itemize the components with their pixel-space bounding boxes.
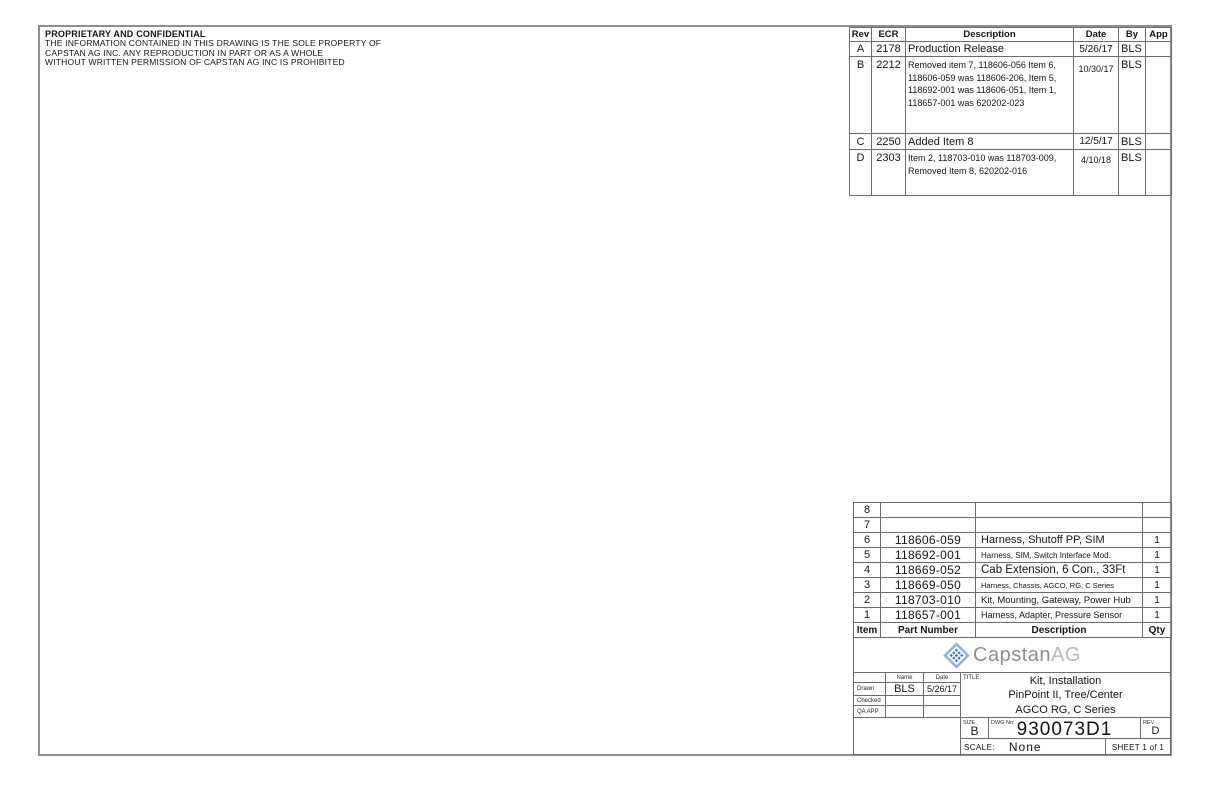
date-cell: 12/5/17 xyxy=(1074,134,1119,150)
revision-row-a xyxy=(850,42,1172,57)
qa-date-value xyxy=(924,706,961,718)
bom-part-number-header: Part Number xyxy=(881,623,976,638)
revision-row-c xyxy=(850,134,1172,150)
qa-app-label: QA APP xyxy=(854,706,886,718)
date-column-header: Date xyxy=(924,673,961,683)
app-cell xyxy=(1146,42,1172,57)
date-cell: 10/30/17 xyxy=(1074,57,1119,134)
checked-date-value xyxy=(924,696,961,706)
bom-item-cell: 3 xyxy=(854,578,881,593)
bom-description-cell: Harness, SIM, Switch Interface Mod. xyxy=(976,548,1143,563)
dwg-number-value: 930073D1 xyxy=(1016,719,1113,740)
by-cell: BLS xyxy=(1119,42,1146,57)
checked-label: Checked xyxy=(854,696,886,706)
bom-item-cell: 5 xyxy=(854,548,881,563)
revision-row-d xyxy=(850,150,1172,196)
bom-description-cell: Harness, Adapter, Pressure Sensor xyxy=(976,608,1143,623)
bom-row-4 xyxy=(854,563,1172,578)
proprietary-line-1: THE INFORMATION CONTAINED IN THIS DRAWING IS THE SOLE PROPERTY OF xyxy=(45,38,382,48)
scale-label: SCALE: xyxy=(964,742,995,752)
bom-qty-cell: 1 xyxy=(1143,548,1172,563)
bom-part-number-cell xyxy=(881,503,976,518)
bom-description-cell: Harness, Shutoff PP, SIM xyxy=(976,533,1143,548)
title-block-empty-cell xyxy=(854,718,961,756)
rev-value: D xyxy=(1151,725,1160,737)
bom-qty-cell: 1 xyxy=(1143,593,1172,608)
bom-row-7 xyxy=(854,518,1172,533)
bom-part-number-cell: 118692-001 xyxy=(881,548,976,563)
title-cell xyxy=(961,673,1170,718)
bom-row-1 xyxy=(854,608,1172,623)
bom-row-8 xyxy=(854,503,1172,518)
description-cell: Removed item 7, 118606-056 Item 6, 118606-059 was 118606-206, Item 5, 118692-001 was 118606-051, Item 1, 118657-001 was 620202-023 xyxy=(906,57,1074,134)
bom-table xyxy=(853,502,1172,638)
bom-header-row xyxy=(854,623,1172,638)
app-cell xyxy=(1146,134,1172,150)
size-label: SIZE xyxy=(963,720,976,726)
rev-label: REV xyxy=(1143,720,1155,726)
bom-row-5 xyxy=(854,548,1172,563)
bom-item-header: Item xyxy=(854,623,881,638)
qa-name-value xyxy=(886,706,924,718)
bom-qty-header: Qty xyxy=(1143,623,1172,638)
rev-cell: A xyxy=(850,42,872,57)
bom-row-6 xyxy=(854,533,1172,548)
bom-description-cell: Kit, Mounting, Gateway, Power Hub xyxy=(976,593,1143,608)
description-cell: Item 2, 118703-010 was 118703-009, Removed Item 8, 620202-016 xyxy=(906,150,1074,196)
rev-cell: D xyxy=(850,150,872,196)
bom-qty-cell: 1 xyxy=(1143,578,1172,593)
bom-description-cell xyxy=(976,503,1143,518)
by-cell: BLS xyxy=(1119,150,1146,196)
drawn-name-value: BLS xyxy=(886,683,924,696)
name-column-header: Name xyxy=(886,673,924,683)
bom-qty-cell xyxy=(1143,518,1172,533)
bom-description-header: Description xyxy=(976,623,1143,638)
title-label: TITLE: xyxy=(963,675,982,681)
rev-cell: C xyxy=(850,134,872,150)
date-col-header: Date xyxy=(1074,28,1119,42)
capstan-diamond-icon xyxy=(943,642,970,669)
rev-col-header: Rev xyxy=(850,28,872,42)
description-cell: Added Item 8 xyxy=(906,134,1074,150)
proprietary-notice xyxy=(45,29,465,68)
app-col-header: App xyxy=(1146,28,1172,42)
drawn-label: Drawn xyxy=(854,683,886,696)
description-cell: Production Release xyxy=(906,42,1074,57)
bom-qty-cell: 1 xyxy=(1143,563,1172,578)
logo-text-ag: AG xyxy=(1051,643,1081,666)
proprietary-line-2: CAPSTAN AG INC. ANY REPRODUCTION IN PART OR AS A WHOLE xyxy=(45,47,324,58)
revision-header-row xyxy=(850,28,1172,42)
bom-part-number-cell: 118703-010 xyxy=(881,593,976,608)
bom-item-cell: 2 xyxy=(854,593,881,608)
by-col-header: By xyxy=(1119,28,1146,42)
ecr-cell: 2212 xyxy=(872,57,906,134)
bom-qty-cell xyxy=(1143,503,1172,518)
drawing-title-line-2: PinPoint II, Tree/Center xyxy=(1008,689,1123,702)
ecr-cell: 2250 xyxy=(872,134,906,150)
scale-value: None xyxy=(1008,740,1042,754)
ecr-cell: 2178 xyxy=(872,42,906,57)
approval-corner-cell xyxy=(854,673,886,683)
dwg-number-cell xyxy=(989,718,1141,739)
bom-qty-cell: 1 xyxy=(1143,608,1172,623)
bom-description-cell xyxy=(976,518,1143,533)
bom-item-cell: 6 xyxy=(854,533,881,548)
rev-cell: B xyxy=(850,57,872,134)
size-value: B xyxy=(970,724,979,738)
bom-description-cell: Cab Extension, 6 Con., 33Ft xyxy=(976,563,1143,578)
ecr-cell: 2303 xyxy=(872,150,906,196)
company-logo xyxy=(854,638,1170,673)
bom-item-cell: 4 xyxy=(854,563,881,578)
bom-part-number-cell: 118669-050 xyxy=(881,578,976,593)
by-cell: BLS xyxy=(1119,134,1146,150)
bom-row-3 xyxy=(854,578,1172,593)
scale-cell xyxy=(961,739,1106,755)
dwg-no-label: DWG No: xyxy=(991,720,1015,726)
bom-item-cell: 1 xyxy=(854,608,881,623)
proprietary-title: PROPRIETARY AND CONFIDENTIAL xyxy=(45,29,206,39)
bom-description-cell: Harness, Chassis, AGCO, RG, C Series xyxy=(976,578,1143,593)
sheet-number: SHEET 1 of 1 xyxy=(1111,742,1165,752)
sheet-cell xyxy=(1106,739,1170,755)
date-cell: 5/26/17 xyxy=(1074,42,1119,57)
revision-row-b xyxy=(850,57,1172,134)
app-cell xyxy=(1146,57,1172,134)
app-cell xyxy=(1146,150,1172,196)
bom-part-number-cell xyxy=(881,518,976,533)
proprietary-line-3: WITHOUT WRITTEN PERMISSION OF CAPSTAN AG INC IS PROHIBITED xyxy=(45,57,345,68)
bom-part-number-cell: 118606-059 xyxy=(881,533,976,548)
title-block xyxy=(853,637,1171,755)
logo-text xyxy=(973,644,1081,667)
size-cell xyxy=(961,718,989,739)
ecr-col-header: ECR xyxy=(872,28,906,42)
checked-name-value xyxy=(886,696,924,706)
bom-item-cell: 8 xyxy=(854,503,881,518)
drawing-title-line-3: AGCO RG, C Series xyxy=(1015,703,1116,716)
by-cell: BLS xyxy=(1119,57,1146,134)
bom-item-cell: 7 xyxy=(854,518,881,533)
revision-table xyxy=(849,27,1172,196)
bom-qty-cell: 1 xyxy=(1143,533,1172,548)
description-col-header: Description xyxy=(906,28,1074,42)
drawn-date-value: 5/26/17 xyxy=(924,683,961,696)
bom-part-number-cell: 118657-001 xyxy=(881,608,976,623)
rev-cell-block xyxy=(1141,718,1170,739)
drawing-title-line-1: Kit, Installation xyxy=(1029,675,1102,687)
date-cell: 4/10/18 xyxy=(1074,150,1119,196)
logo-text-capstan: Capstan xyxy=(973,643,1052,666)
bom-part-number-cell: 118669-052 xyxy=(881,563,976,578)
bom-row-2 xyxy=(854,593,1172,608)
